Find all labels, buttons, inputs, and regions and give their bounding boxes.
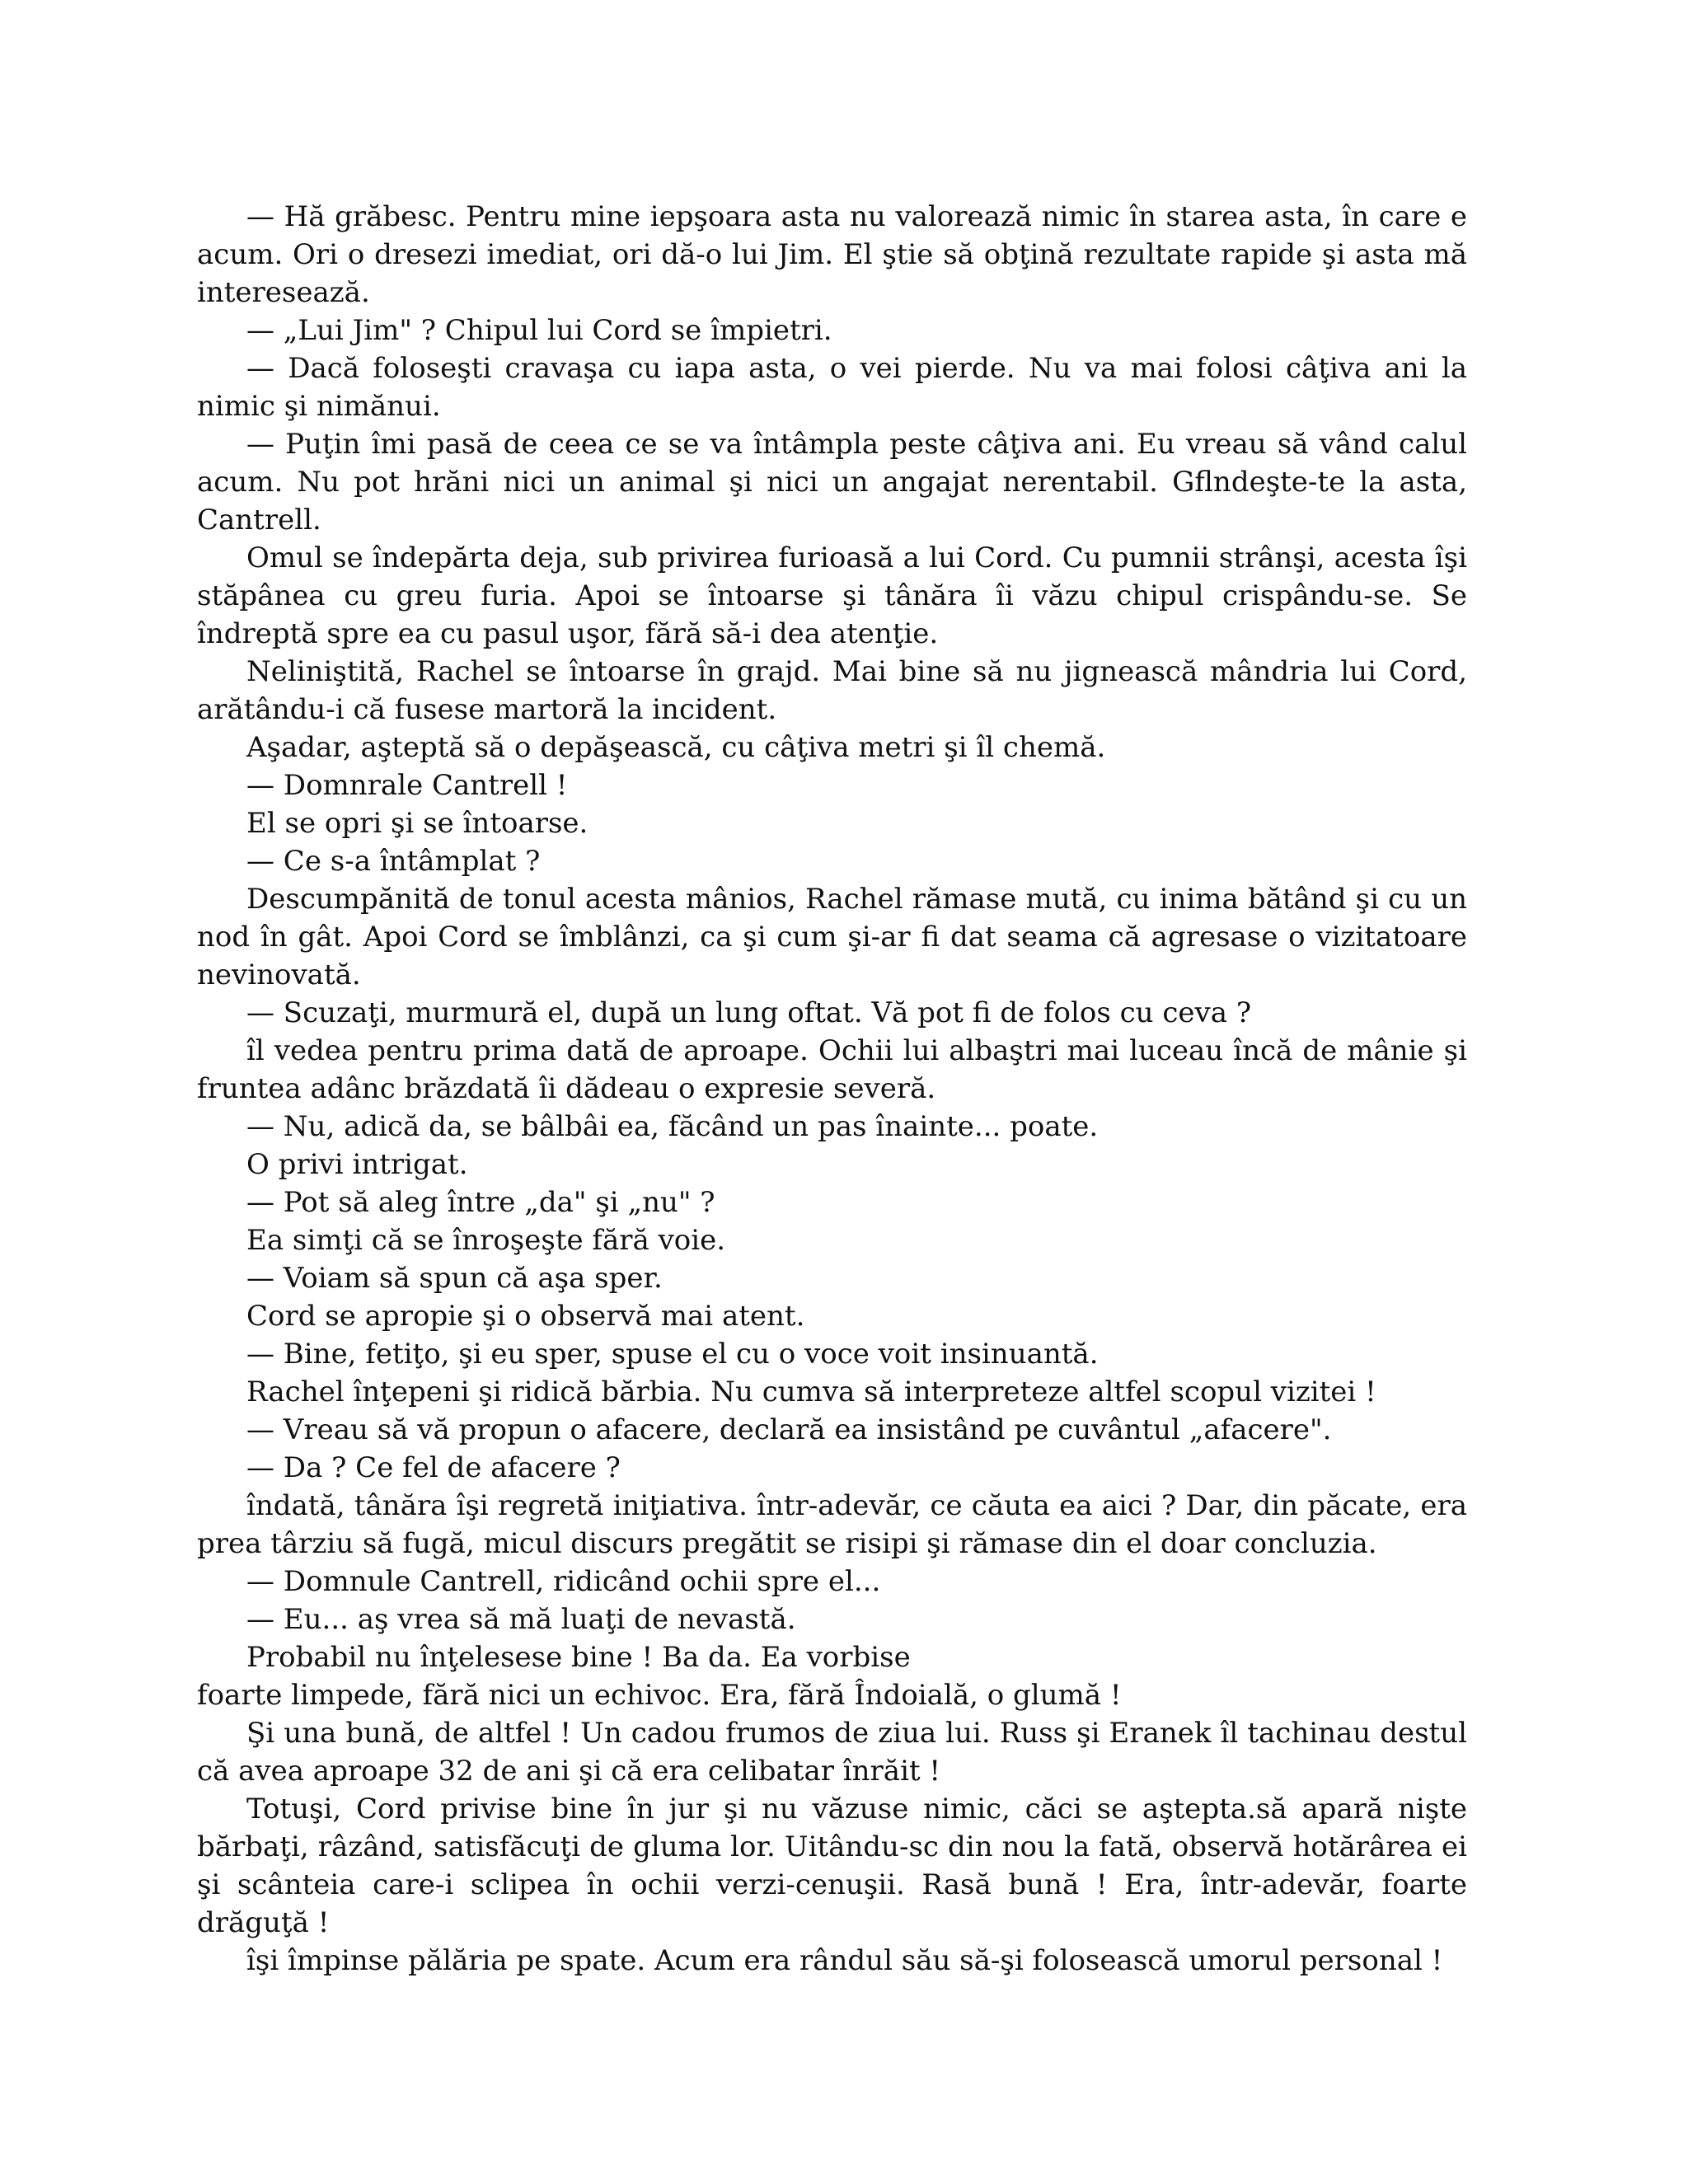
paragraph: Aşadar, aşteptă să o depăşească, cu câţiva metri şi îl chemă. [246,731,1106,764]
paragraph: — Puţin îmi pasă de ceea ce se va întâmpla peste câţiva ani. Eu vreau să vând calul acum. Nu pot hrăni nici un animal şi nici un angajat nerentabil. Gflndeşte-te la asta, Cantrell. [197,428,1467,537]
paragraph: — Dacă foloseşti cravaşa cu iapa asta, o vei pierde. Nu va mai folosi câţiva ani la nimic şi nimănui. [197,352,1467,423]
paragraph: Şi una bună, de altfel ! Un cadou frumos de ziua lui. Russ şi Eranek îl tachinau destul că avea aproape 32 de ani şi că era celibatar înrăit ! [197,1717,1467,1788]
paragraph: îşi împinse pălăria pe spate. Acum era rândul său să-şi folosească umorul personal ! [246,1944,1443,1977]
body-text [197,198,1467,1980]
paragraph: — Domnrale Cantrell ! [246,769,568,802]
paragraph: O privi intrigat. [246,1148,468,1181]
paragraph: — Domnule Cantrell, ridicând ochii spre el... [246,1565,881,1598]
paragraph: — Ce s-a întâmplat ? [246,845,541,878]
paragraph: — Vreau să vă propun o afacere, declară ea insistând pe cuvântul „afacere". [246,1413,1332,1446]
paragraph: Ea simţi că se înroşeşte fără voie. [246,1224,726,1257]
paragraph: Probabil nu înţelesese bine ! Ba da. Ea vorbise [246,1641,911,1674]
paragraph: Rachel înţepeni şi ridică bărbia. Nu cumva să interpreteze altfel scopul vizitei ! [246,1376,1376,1408]
paragraph: — Bine, fetiţo, şi eu sper, spuse el cu o voce voit insinuantă. [246,1338,1099,1371]
paragraph: — Pot să aleg între „da" şi „nu" ? [246,1186,715,1219]
paragraph: Neliniştită, Rachel se întoarse în grajd. Mai bine să nu jignească mândria lui Cord, arătându-i că fusese martoră la incident. [197,655,1467,726]
paragraph: El se opri şi se întoarse. [246,807,588,840]
paragraph: — Hă grăbesc. Pentru mine iepşoara asta nu valorează nimic în starea asta, în care e acum. Ori o dresezi imediat, ori dă-o lui Jim. El ştie să obţină rezultate rapide şi asta mă interesează. [197,200,1467,309]
paragraph: — Scuzaţi, murmură el, după un lung oftat. Vă pot fi de folos cu ceva ? [246,996,1252,1029]
paragraph: Descumpănită de tonul acesta mânios, Rachel rămase mută, cu inima bătând şi cu un nod în gât. Apoi Cord se îmblânzi, ca şi cum şi-ar fi dat seama că agresase o vizitatoare nevinovată. [197,883,1467,991]
paragraph: Totuşi, Cord privise bine în jur şi nu văzuse nimic, căci se aştepta.să apară nişte bărbaţi, râzând, satisfăcuţi de gluma lor. Uitându-sc din nou la fată, observă hotărârea ei şi scânteia care-i sclipea în ochii verzi-cenuşii. Rasă bună ! Era, într-adevăr, foarte drăguţă ! [197,1793,1467,1939]
paragraph: îndată, tânăra îşi regretă iniţiativa. într-adevăr, ce căuta ea aici ? Dar, din păcate, era prea târziu să fugă, micul discurs pregătit se risipi şi rămase din el doar concluzia. [197,1489,1467,1560]
paragraph: Omul se îndepărta deja, sub privirea furioasă a lui Cord. Cu pumnii strânşi, acesta îşi stăpânea cu greu furia. Apoi se întoarse şi tânăra îi văzu chipul crispându-se. Se îndreptă spre ea cu pasul uşor, fără să-i dea atenţie. [197,541,1467,650]
paragraph: — „Lui Jim" ? Chipul lui Cord se împietri. [246,314,832,347]
paragraph: Cord se apropie şi o observă mai atent. [246,1300,805,1333]
paragraph: îl vedea pentru prima dată de aproape. Ochii lui albaştri mai luceau încă de mânie şi fruntea adânc brăzdată îi dădeau o expresie severă. [197,1034,1467,1105]
paragraph: — Eu... aş vrea să mă luaţi de nevastă. [246,1603,796,1636]
paragraph: — Voiam să spun că aşa sper. [246,1262,663,1295]
paragraph: — Da ? Ce fel de afacere ? [246,1451,621,1484]
paragraph: — Nu, adică da, se bâlbâi ea, făcând un pas înainte... poate. [246,1110,1099,1143]
paragraph: foarte limpede, fără nici un echivoc. Era, fără Îndoială, o glumă ! [197,1679,1122,1712]
